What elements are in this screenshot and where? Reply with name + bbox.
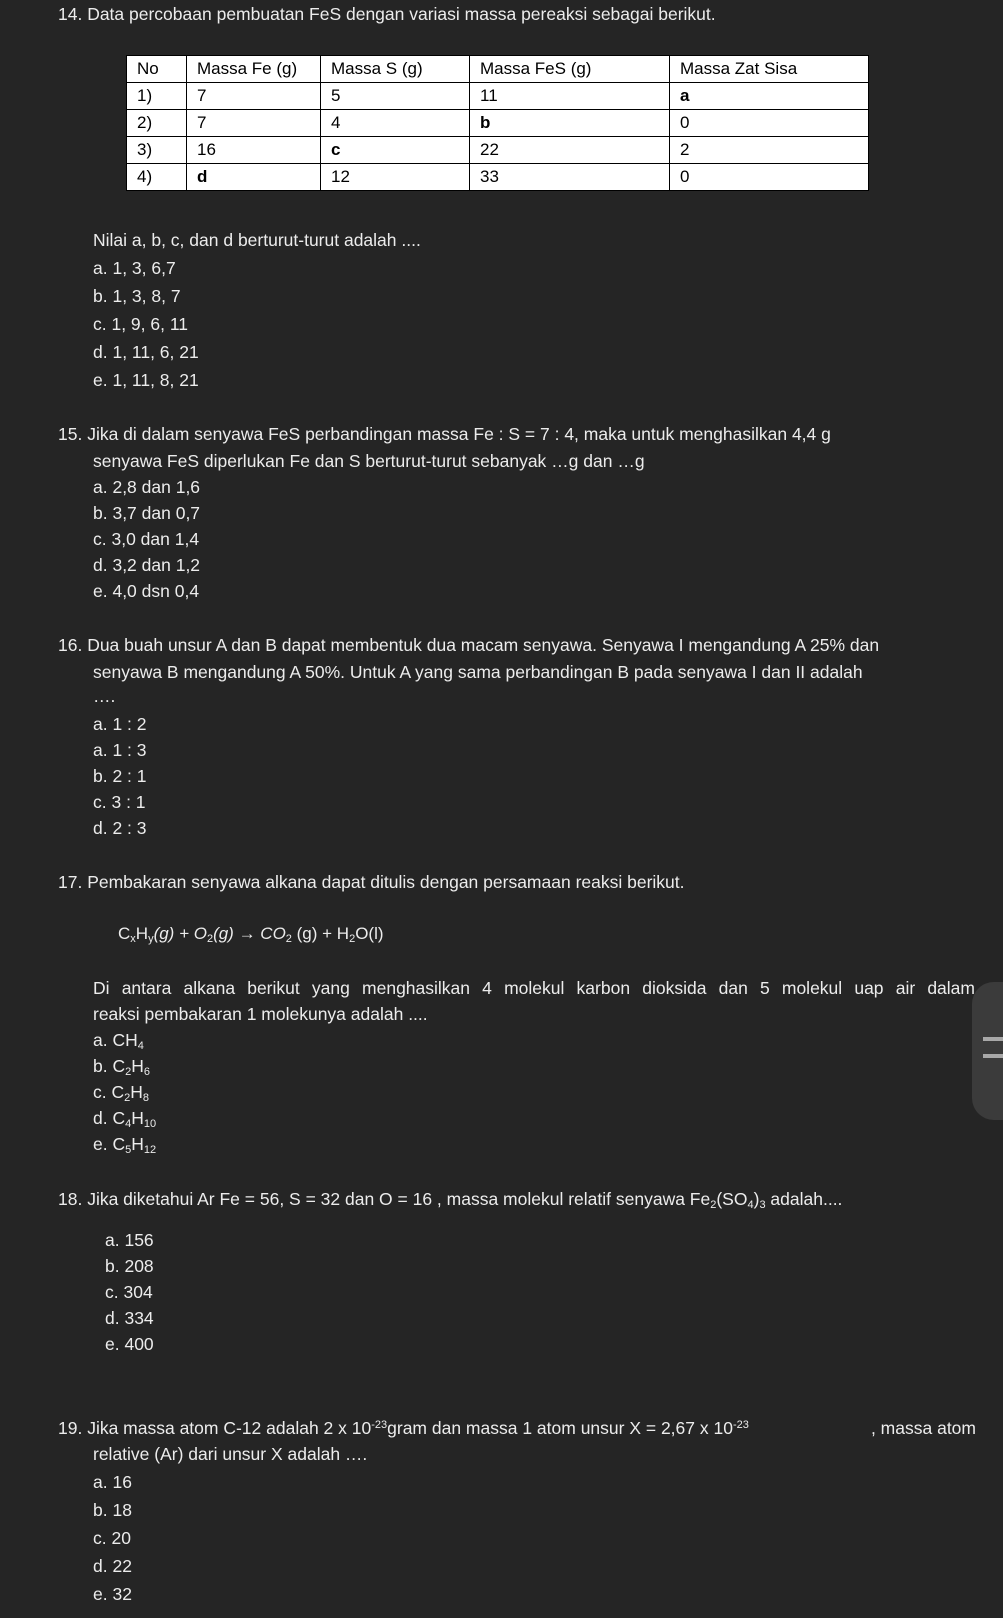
scroll-handle[interactable] (972, 982, 1003, 1120)
table-cell: 11 (470, 83, 670, 110)
q14-data-table (126, 55, 869, 191)
answer-option: d. $C_4H_{10}$ (93, 1108, 157, 1130)
table-cell-unknown: c (321, 137, 470, 164)
answer-option: b. 208 (105, 1256, 154, 1276)
answer-option: b. $C_2H_6$ (93, 1056, 150, 1078)
grip-icon (983, 1037, 1003, 1041)
table-header: Massa FeS (g) (470, 56, 670, 83)
table-cell: 16 (187, 137, 321, 164)
table-cell: 3) (127, 137, 187, 164)
table-cell: 2 (670, 137, 869, 164)
q16-stem-line3: …. (93, 686, 116, 706)
answer-option: a. 16 (93, 1472, 132, 1492)
answer-option: d. 1, 11, 6, 21 (93, 342, 199, 362)
table-row (127, 83, 869, 110)
table-row (127, 164, 869, 191)
table-header: Massa S (g) (321, 56, 470, 83)
table-cell-unknown: a (670, 83, 869, 110)
table-row (127, 110, 869, 137)
table-header: No (127, 56, 187, 83)
answer-option: c. 3 : 1 (93, 792, 146, 812)
answer-option: d. 3,2 dan 1,2 (93, 555, 201, 575)
answer-option: e. 400 (105, 1334, 154, 1354)
table-cell: 4 (321, 110, 470, 137)
answer-option: b. 18 (93, 1500, 132, 1520)
table-cell: 7 (187, 83, 321, 110)
answer-option: a. 2,8 dan 1,6 (93, 477, 201, 497)
table-cell: 33 (470, 164, 670, 191)
q19-stem-line1: 19. Jika massa atom C-12 adalah 2 x $10^{-23}gram$ dan massa 1 atom unsur X = 2,67 x $10^{-23}$ , massa atom (58, 1418, 976, 1438)
q15-stem-line2: senyawa FeS diperlukan Fe dan S berturut-turut sebanyak …g dan …g (93, 451, 645, 471)
table-cell: 22 (470, 137, 670, 164)
q17-reaction-equation: $C_xH_y(g) + O_2(g) \to CO_2$ $(g) + H_2O(l)$ (118, 924, 384, 945)
table-header: Massa Zat Sisa (670, 56, 869, 83)
answer-option: b. 3,7 dan 0,7 (93, 503, 201, 523)
q16-stem-line2: senyawa B mengandung A 50%. Untuk A yang sama perbandingan B pada senyawa I dan II adalah (93, 662, 863, 682)
table-cell: 4) (127, 164, 187, 191)
q17-stem-line2: reaksi pembakaran 1 molekunya adalah .... (93, 1004, 428, 1024)
table-cell: 1) (127, 83, 187, 110)
answer-option: b. 1, 3, 8, 7 (93, 286, 181, 306)
q17-stem: 17. Pembakaran senyawa alkana dapat ditulis dengan persamaan reaksi berikut. (58, 872, 685, 892)
answer-option: c. 3,0 dan 1,4 (93, 529, 200, 549)
table-header: Massa Fe (g) (187, 56, 321, 83)
table-cell: 0 (670, 110, 869, 137)
answer-option: a. 1 : 3 (93, 740, 147, 760)
answer-option: a. $CH_4$ (93, 1030, 144, 1052)
q19-stem-line2: relative (Ar) dari unsur X adalah …. (93, 1444, 368, 1464)
table-cell-unknown: b (470, 110, 670, 137)
q18-stem: 18. Jika diketahui Ar Fe = 56, S = 32 dan O = 16 , massa molekul relatif senyawa $Fe_2(SO_4)_3$ adalah.... (58, 1189, 843, 1211)
answer-option: d. 334 (105, 1308, 154, 1328)
table-cell: 5 (321, 83, 470, 110)
answer-option: c. 20 (93, 1528, 131, 1548)
q16-stem-line1: 16. Dua buah unsur A dan B dapat membentuk dua macam senyawa. Senyawa I mengandung A 25% dan (58, 635, 880, 655)
answer-option: c. 1, 9, 6, 11 (93, 314, 189, 334)
q14-question: Nilai a, b, c, dan d berturut-turut adalah .... (93, 230, 421, 250)
q15-stem-line1: 15. Jika di dalam senyawa FeS perbandingan massa Fe : S = 7 : 4, maka untuk menghasilkan 4,4 g (58, 424, 831, 444)
answer-option: d. 22 (93, 1556, 132, 1576)
answer-option: a. 1 : 2 (93, 714, 147, 734)
answer-option: a. 156 (105, 1230, 154, 1250)
table-cell: 7 (187, 110, 321, 137)
grip-icon (983, 1054, 1003, 1058)
q17-stem-line1: Di antara alkana berikut yang menghasilkan 4 molekul karbon dioksida dan 5 molekul uap air dalam (93, 978, 975, 998)
table-row (127, 137, 869, 164)
answer-option: e. 1, 11, 8, 21 (93, 370, 199, 390)
table-header-row (127, 56, 869, 83)
table-cell-unknown: d (187, 164, 321, 191)
answer-option: c. 304 (105, 1282, 153, 1302)
answer-option: b. 2 : 1 (93, 766, 147, 786)
table-cell: 12 (321, 164, 470, 191)
table-cell: 2) (127, 110, 187, 137)
answer-option: e. 4,0 dsn 0,4 (93, 581, 200, 601)
answer-option: e. 32 (93, 1584, 132, 1604)
answer-option: e. $C_5H_{12}$ (93, 1134, 157, 1156)
q14-stem: 14. Data percobaan pembuatan FeS dengan variasi massa pereaksi sebagai berikut. (58, 4, 716, 24)
answer-option: c. $C_2H_8$ (93, 1082, 150, 1104)
answer-option: d. 2 : 3 (93, 818, 147, 838)
table-cell: 0 (670, 164, 869, 191)
answer-option: a. 1, 3, 6,7 (93, 258, 176, 278)
